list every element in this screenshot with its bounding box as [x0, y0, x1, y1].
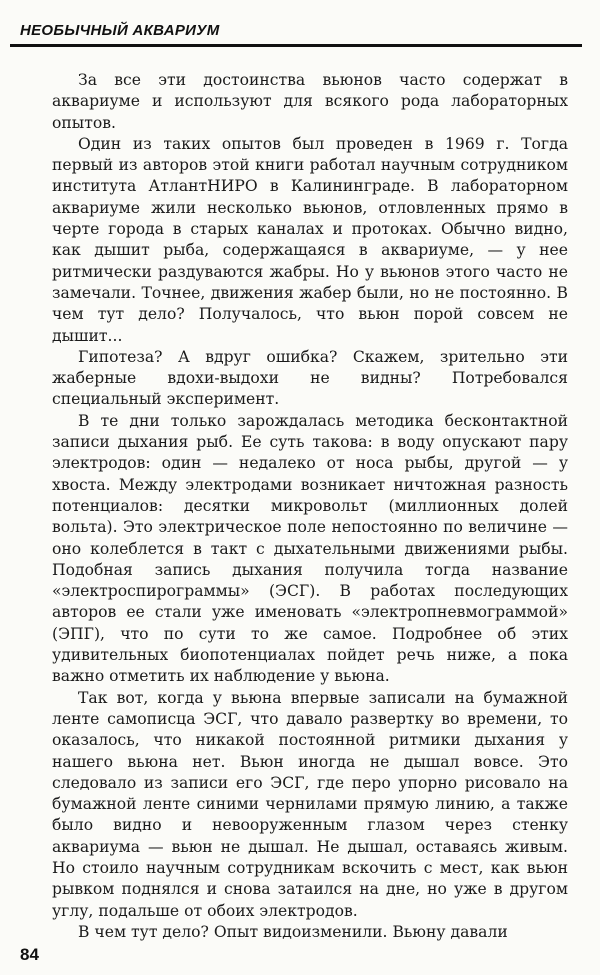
header-rule [10, 44, 582, 47]
paragraph: В те дни только зарождалась методика бесконтактной записи дыхания рыб. Ее суть такова: в воду опускают пару электродов: один — недалеко от носа рыбы, другой — у хвоста. Между электродами возникает ничтожная разность потенциалов: десятки микровольт (миллионных долей вольта). Это электрическое поле непостоянно по величине — оно колеблется в такт с дыхательными движениями рыбы. Подобная запись дыхания получила тогда название «электроспирограммы» (ЭСГ). В работах последующих авторов ее стали уже именовать «электропневмограммой» (ЭПГ), что по сути то же самое. Подробнее об этих удивительных биопотенциалах пойдет речь ниже, а пока важно отметить их наблюдение у вьюна. [52, 411, 568, 686]
page-number: 84 [20, 945, 39, 964]
paragraph: В чем тут дело? Опыт видоизменили. Вьюну давали [78, 922, 508, 941]
paragraph: Так вот, когда у вьюна впервые записали на бумажной ленте самописца ЭСГ, что давало развертку во времени, то оказалось, что никакой постоянной ритмики дыхания у нашего вьюна нет. Вьюн иногда не дышал вовсе. Это следовало из записи его ЭСГ, где перо упорно рисовало на бумажной ленте синими чернилами прямую линию, а также было видно и невооруженным глазом через стенку аквариума — вьюн не дышал. Не дышал, оставаясь живым. Но стоило научным сотрудникам вскочить с мест, как вьюн рывком поднялся и снова затаился на дне, но уже в другом углу, подальше от обоих электродов. [52, 688, 568, 920]
body-text [52, 70, 568, 943]
paragraph: Гипотеза? А вдруг ошибка? Скажем, зрительно эти жаберные вдохи-выдохи не видны? Потребовался специальный эксперимент. [52, 347, 568, 409]
running-header: НЕОБЫЧНЫЙ АКВАРИУМ [20, 22, 220, 39]
paragraph: За все эти достоинства вьюнов часто содержат в аквариуме и используют для всякого рода лабораторных опытов. [52, 71, 568, 132]
paragraph: Один из таких опытов был проведен в 1969 г. Тогда первый из авторов этой книги работал научным сотрудником института АтлантНИРО в Калининграде. В лабораторном аквариуме жили несколько вьюнов, отловленных прямо в черте города в старых каналах и протоках. Обычно видно, как дышит рыба, содержащаяся в аквариуме, — у нее ритмически раздуваются жабры. Но у вьюнов этого часто не замечали. Точнее, движения жабер были, но не постоянно. В чем тут дело? Получалось, что вьюн порой совсем не дышит... [52, 134, 568, 345]
